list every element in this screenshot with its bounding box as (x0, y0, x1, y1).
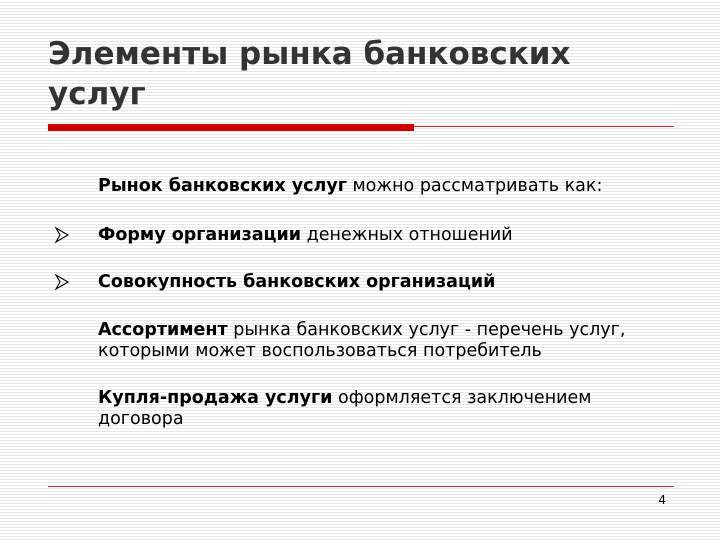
intro-line-text: можно рассматривать как: (346, 176, 603, 196)
bullet-item-form-bold: Форму организации (98, 225, 302, 245)
purchase-paragraph (98, 388, 673, 430)
title-divider-line (414, 126, 674, 127)
bullet-item-organizations (98, 272, 688, 293)
slide-title: Элементы рынка банковских услуг (48, 36, 571, 112)
footer-divider-line (48, 486, 674, 487)
page-number: 4 (658, 493, 666, 507)
assortment-paragraph-bold: Ассортимент (98, 320, 228, 340)
purchase-paragraph-text: оформляется заключением договора (98, 388, 592, 429)
bullet-item-form-text: денежных отношений (301, 225, 513, 245)
intro-line (98, 176, 688, 197)
bullet-item-organizations-bold: Совокупность банковских организаций (98, 272, 496, 292)
purchase-paragraph-bold: Купля-продажа услуги (98, 388, 333, 408)
arrowhead-bullet-icon (53, 226, 71, 244)
arrowhead-bullet-icon (53, 273, 71, 291)
intro-line-bold: Рынок банковских услуг (98, 176, 347, 196)
bullet-item-form (98, 225, 688, 246)
title-accent-bar (48, 124, 414, 131)
assortment-paragraph-text: рынка банковских услуг - перечень услуг, которыми может воспользоваться потребитель (98, 320, 626, 361)
assortment-paragraph (98, 320, 673, 362)
